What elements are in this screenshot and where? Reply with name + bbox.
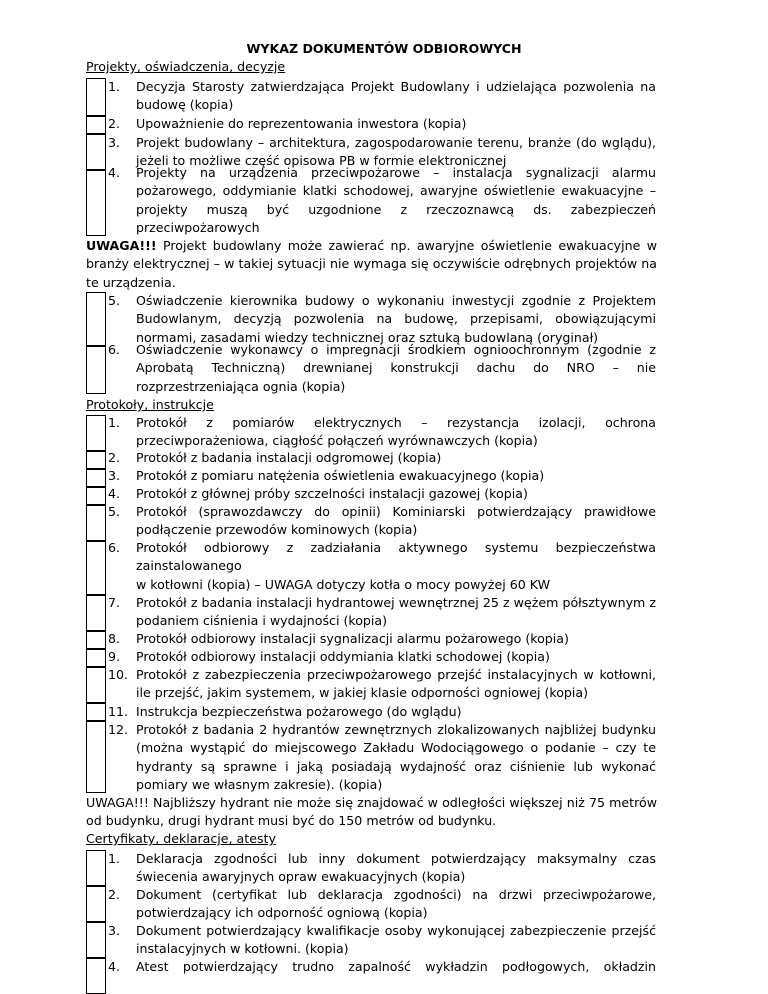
list-item: 2. Dokument (certyfikat lub deklaracja zgodności) na drzwi przeciwpożarowe, potwierdzający ich odporność ogniową (kopia) bbox=[108, 887, 656, 921]
warning-label: UWAGA!!! bbox=[86, 795, 149, 810]
list-item: 6. Protokół odbiorowy z zadziałania aktywnego systemu bezpieczeństwa zainstalowanego w kotłowni (kopia) – UWAGA dotyczy kotła o mocy powyżej 60 KW bbox=[108, 540, 656, 592]
checkbox-projects-5[interactable] bbox=[86, 292, 106, 346]
list-item: 11. Instrukcja bezpieczeństwa pożarowego (do wglądu) bbox=[108, 704, 462, 719]
list-item: 4. Protokół z głównej próby szczelności instalacji gazowej (kopia) bbox=[108, 486, 528, 501]
section-heading-protocols: Protokoły, instrukcje bbox=[86, 397, 214, 412]
list-item: 6. Oświadczenie wykonawcy o impregnacji środkiem ognioochronnym (zgodnie z Aprobatą Techniczną) drewnianej konstrukcji dachu do NRO – nie rozprzestrzeniająca ognia (kopia) bbox=[108, 342, 656, 394]
checkbox-protocols-5[interactable] bbox=[86, 505, 106, 541]
list-item: 9. Protokół odbiorowy instalacji oddymiania klatki schodowej (kopia) bbox=[108, 649, 550, 664]
checkbox-protocols-12[interactable] bbox=[86, 721, 106, 793]
checkbox-projects-1[interactable] bbox=[86, 78, 106, 116]
list-item: 4. Projekty na urządzenia przeciwpożarowe – instalacja sygnalizacji alarmu pożarowego, oddymianie klatki schodowej, awaryjne oświetlenie ewakuacyjne – projekty muszą być uzgodnione z rzeczoznawcą ds. zabezpieczeń przeciwpożarowych bbox=[108, 165, 656, 236]
list-item: 10. Protokół z zabezpieczenia przeciwpożarowego przejść instalacyjnych w kotłowni, ile przejść, jakim systemem, w jakiej klasie odporności ogniowej (kopia) bbox=[108, 667, 656, 701]
checkbox-protocols-9[interactable] bbox=[86, 649, 106, 667]
section-heading-projects: Projekty, oświadczenia, decyzje bbox=[86, 59, 286, 74]
checkbox-certificates-1[interactable] bbox=[86, 850, 106, 886]
list-item: 3. Dokument potwierdzający kwalifikacje osoby wykonującej zabezpieczenie przejść instalacyjnych w kotłowni. (kopia) bbox=[108, 923, 656, 957]
list-item: 1. Protokół z pomiarów elektrycznych – rezystancja izolacji, ochrona przeciwporażeniowa, ciągłość połączeń wyrównawczych (kopia) bbox=[108, 415, 656, 449]
list-item: 4. Atest potwierdzający trudno zapalność wykładzin podłogowych, okładzin bbox=[108, 959, 656, 974]
note-hydrants: UWAGA!!! Najbliższy hydrant nie może się znajdować w odległości większej niż 75 metrów od budynku, drugi hydrant musi być do 150 metrów od budynku. bbox=[86, 795, 657, 829]
list-item: 2. Upoważnienie do reprezentowania inwestora (kopia) bbox=[108, 116, 467, 131]
list-item: 5. Oświadczenie kierownika budowy o wykonaniu inwestycji zgodnie z Projektem Budowlanym, decyzją pozwolenia na budowę, przepisami, obowiązującymi normami, zasadami wiedzy technicznej oraz sztuką budowlaną (oryginał) bbox=[108, 293, 656, 345]
list-item: 1. Decyzja Starosty zatwierdzająca Projekt Budowlany i udzielająca pozwolenia na budowę (kopia) bbox=[108, 79, 656, 113]
checkbox-protocols-2[interactable] bbox=[86, 451, 106, 469]
list-item: 12. Protokół z badania 2 hydrantów zewnętrznych zlokalizowanych najbliżej budynku (można wystąpić do miejscowego Zakładu Wodociągowego o podanie – czy te hydranty są sprawne i jaką posiadają wydajność oraz ciśnienie lub wykonać pomiary we własnym zakresie). (kopia) bbox=[108, 722, 656, 793]
checkbox-protocols-8[interactable] bbox=[86, 631, 106, 649]
list-item: 7. Protokół z badania instalacji hydrantowej wewnętrznej 25 z wężem półsztywnym z podaniem ciśnienia i wydajności (kopia) bbox=[108, 595, 656, 629]
document-title: WYKAZ DOKUMENTÓW ODBIOROWYCH bbox=[246, 41, 522, 56]
checkbox-protocols-7[interactable] bbox=[86, 595, 106, 631]
checkbox-protocols-11[interactable] bbox=[86, 703, 106, 721]
checkbox-projects-2[interactable] bbox=[86, 116, 106, 134]
checkbox-protocols-6[interactable] bbox=[86, 541, 106, 595]
list-item: 1. Deklaracja zgodności lub inny dokument potwierdzający maksymalny czas świecenia awaryjnych opraw ewakuacyjnych (kopia) bbox=[108, 851, 656, 885]
checkbox-protocols-4[interactable] bbox=[86, 487, 106, 505]
list-item: 5. Protokół (sprawozdawczy do opinii) Kominiarski potwierdzający prawidłowe podłączenie przewodów kominowych (kopia) bbox=[108, 504, 656, 538]
checkbox-certificates-2[interactable] bbox=[86, 886, 106, 922]
checkbox-protocols-10[interactable] bbox=[86, 667, 106, 703]
list-item: 8. Protokół odbiorowy instalacji sygnalizacji alarmu pożarowego (kopia) bbox=[108, 631, 569, 646]
checkbox-protocols-3[interactable] bbox=[86, 469, 106, 487]
list-item: 3. Protokół z pomiaru natężenia oświetlenia ewakuacyjnego (kopia) bbox=[108, 468, 545, 483]
checkbox-projects-3[interactable] bbox=[86, 134, 106, 170]
checkbox-projects-4[interactable] bbox=[86, 170, 106, 236]
checkbox-certificates-4[interactable] bbox=[86, 958, 106, 994]
checkbox-certificates-3[interactable] bbox=[86, 922, 106, 958]
note-projects: UWAGA!!! Projekt budowlany może zawierać np. awaryjne oświetlenie ewakuacyjne w branży elektrycznej – w takiej sytuacji nie wymaga się oczywiście odrębnych projektów na te urządzenia. bbox=[86, 238, 657, 290]
checkbox-projects-6[interactable] bbox=[86, 346, 106, 394]
warning-label: UWAGA!!! bbox=[86, 238, 157, 253]
list-item: 3. Projekt budowlany – architektura, zagospodarowanie terenu, branże (do wglądu), jeżeli to możliwe część opisowa PB w formie elektronicznej bbox=[108, 135, 656, 169]
checkbox-protocols-1[interactable] bbox=[86, 415, 106, 451]
section-heading-certificates: Certyfikaty, deklaracje, atesty bbox=[86, 831, 276, 846]
list-item: 2. Protokół z badania instalacji odgromowej (kopia) bbox=[108, 450, 442, 465]
